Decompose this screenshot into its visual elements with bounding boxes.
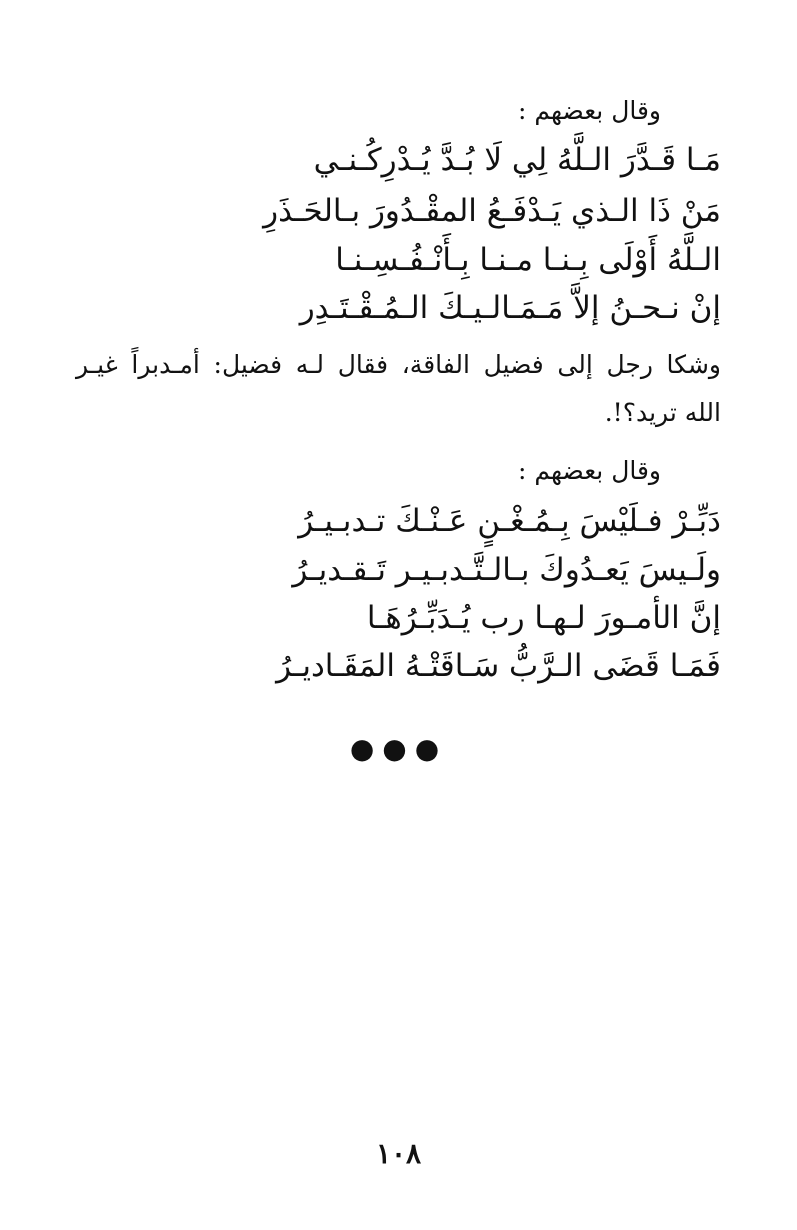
- prose-line: الله تريد؟!.: [604, 398, 721, 427]
- verse-line: الـلَّهُ أَوْلَى بِـنـا مـنـا بِـأَنْـفُـسِـنـا: [335, 242, 721, 278]
- poem-intro: وقال بعضهم :: [518, 96, 661, 125]
- page-number: ١٠٨: [375, 1137, 422, 1170]
- poem-intro: وقال بعضهم :: [518, 456, 661, 485]
- verse-line: دَبِّـرْ فـلَيْسَ بِـمُـغْـنٍ عَـنْـكَ تـدبـيـرُ: [298, 503, 721, 539]
- verse-line: إنَّ الأمـورَ لـهـا رب يُـدَبِّـرُهَـا: [366, 600, 721, 636]
- section-separator: ●●●: [349, 732, 448, 765]
- verse-line: مَنْ ذَا الـذي يَـدْفَـعُ المقْـدُورَ بـالحَـذَرِ: [263, 193, 721, 229]
- prose-line: وشكا رجل إلى فضيل الفاقة، فقال لـه فضيل: أمـدبراً غيـر: [76, 350, 721, 379]
- verse-line: ولَـيسَ يَعـدُوكَ بـالـتَّـدبـيـر تَـقـديـرُ: [292, 552, 721, 588]
- verse-line: مَـا قَـدَّرَ الـلَّهُ لِي لَا بُـدَّ يُـدْرِكُـنـي: [313, 142, 721, 178]
- verse-line: إنْ نـحـنُ إلاَّ مَـمَـالـيـكَ الـمُـقْـتَـدِر: [299, 290, 721, 326]
- verse-line: فَمَـا قَضَى الـرَّبُّ سَـاقَتْـهُ المَقَـاديـرُ: [276, 648, 721, 684]
